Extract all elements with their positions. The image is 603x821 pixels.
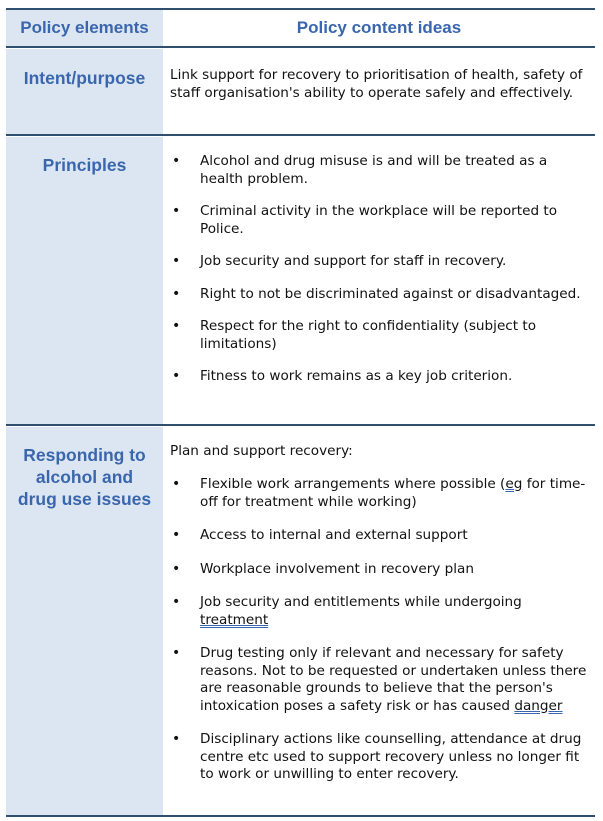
- list-item: • Drug testing only if relevant and necessary for safety reasons. Not to be requested or undertaken unless there are reasonable grounds to believe that the person's intoxication poses a safety risk or has caused danger: [170, 645, 590, 715]
- header-policy-content-ideas: Policy content ideas: [296, 18, 462, 37]
- list-item: • Access to internal and external support: [170, 527, 590, 545]
- list-item: • Criminal activity in the workplace will be reported to Police.: [170, 203, 590, 238]
- eg-link: eg: [505, 476, 523, 492]
- responding-list: [170, 476, 590, 784]
- list-item: • Right to not be discriminated against or disadvantaged.: [170, 286, 590, 304]
- list-item: • Disciplinary actions like counselling, attendance at drug centre etc used to support recovery unless no longer fit to work or unwilling to enter recovery.: [170, 731, 590, 784]
- row-label-principles: Principles: [42, 155, 127, 175]
- row-principles-label-cell: [6, 137, 163, 424]
- responding-intro: Plan and support recovery:: [170, 443, 353, 459]
- row-divider-2: [6, 424, 595, 426]
- list-item: • Job security and entitlements while undergoing treatment: [170, 594, 590, 629]
- label-line: drug use issues: [17, 489, 152, 509]
- label-line: Responding to: [23, 445, 146, 465]
- treatment-link: treatment: [200, 611, 269, 628]
- list-item: • Respect for the right to confidentiality (subject to limitations): [170, 318, 590, 353]
- row-divider-1: [6, 134, 595, 136]
- label-line: alcohol and: [35, 467, 134, 487]
- danger-link: danger: [514, 697, 563, 714]
- bottom-rule: [6, 815, 595, 817]
- row-label-intent-purpose: Intent/purpose: [23, 68, 146, 88]
- row-label-responding: [6, 444, 163, 510]
- list-item: • Fitness to work remains as a key job criterion.: [170, 368, 590, 386]
- intent-purpose-text: Link support for recovery to prioritisation of health, safety of staff organisation's ability to operate safely and effectively.: [170, 67, 583, 101]
- list-item: • Job security and support for staff in recovery.: [170, 253, 590, 271]
- row-intent-label-cell: [6, 49, 163, 134]
- header-rule: [6, 46, 595, 48]
- list-item: • Workplace involvement in recovery plan: [170, 561, 590, 579]
- list-item: • Alcohol and drug misuse is and will be treated as a health problem.: [170, 153, 590, 188]
- principles-list: [170, 153, 590, 386]
- header-policy-elements: Policy elements: [20, 18, 149, 37]
- list-item: • Flexible work arrangements where possible (eg for time-off for treatment while working): [170, 476, 590, 511]
